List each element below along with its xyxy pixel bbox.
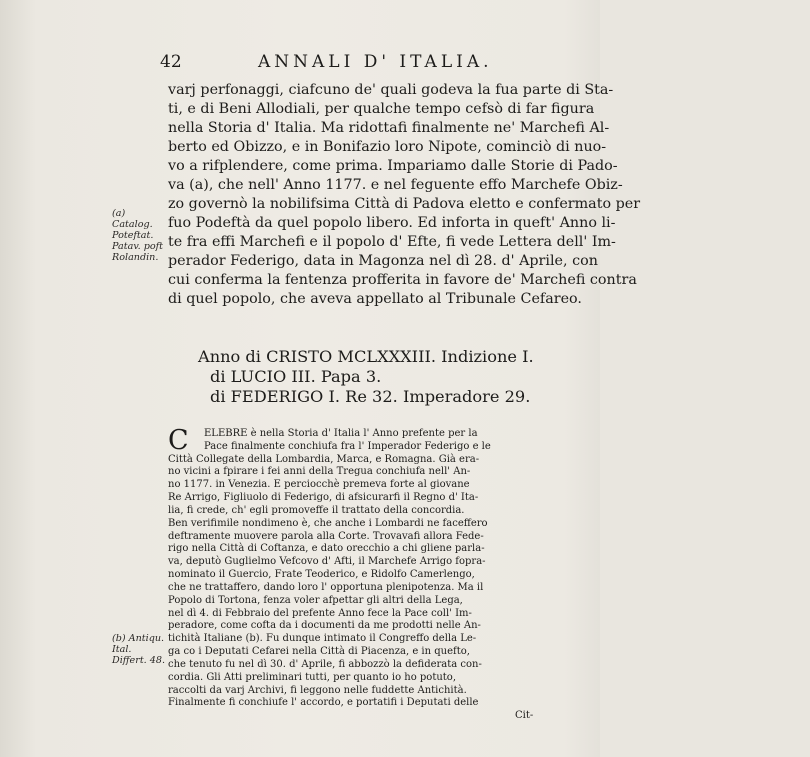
text-line: che ne trattaffero, dando loro l' opportuna plenipotenza. Ma il [168, 581, 484, 593]
text-line: ti, e di Beni Allodiali, per qualche tempo cefsò di far figura [168, 101, 595, 117]
text-line: che tenuto fu nel dì 30. d' Aprile, fi abbozzò la defiderata con- [168, 658, 482, 670]
text-line: nel dì 4. di Febbraio del prefente Anno fece la Pace coll' Im- [168, 607, 472, 619]
text-line: cordia. Gli Atti preliminari tutti, per quanto io ho potuto, [168, 671, 457, 683]
text-line: deftramente muovere parola alla Corte. Trovavafi allora Fede- [168, 530, 484, 542]
text-line: va, deputò Guglielmo Vefcovo d' Afti, il Marchefe Arrigo fopra- [168, 556, 486, 568]
text-line: no 1177. in Venezia. E perciocchè premeva forte al giovane [168, 479, 470, 491]
text-line: nella Storia d' Italia. Ma ridottafi finalmente ne' Marchefi Al- [168, 120, 610, 136]
text-line: zo governò la nobilifsima Città di Padova eletto e confermato per [168, 196, 641, 212]
text-line: Popolo di Tortona, fenza voler afpettar gli altri della Lega, [168, 594, 463, 606]
side-note-b: (b) Antiqu. Ital. Differt. 48. [112, 633, 166, 667]
text-line: rigo nella Città di Coftanza, e dato orecchio a chi gliene parla- [168, 543, 485, 555]
year-heading-line-1: Anno di CRISTO MCLXXXIII. Indizione I. [198, 347, 534, 366]
text-line: fuo Podeftà da quel popolo libero. Ed inforta in queft' Anno li- [168, 215, 616, 231]
text-line: Re Arrigo, Figliuolo di Federigo, di afsicurarfi il Regno d' Ita- [168, 492, 479, 504]
text-line: nominato il Guercio, Frate Teoderico, e Ridolfo Camerlengo, [168, 569, 475, 581]
text-line: raccolti da varj Archivi, fi leggono nelle fuddette Antichità. [168, 684, 467, 696]
year-heading-line-2: di LUCIO III. Papa 3. [210, 367, 382, 386]
text-line: cui conferma la fentenza profferita in favore de' Marchefi contra [168, 272, 637, 288]
running-title: ANNALI D' ITALIA. [258, 52, 493, 72]
text-line: Ben verifimile nondimeno è, che anche i Lombardi ne faceffero [168, 517, 488, 529]
text-line: vo a rifplendere, come prima. Impariamo dalle Storie di Pado- [168, 158, 618, 174]
side-note-a: (a) Catalog. Poteftat. Patav. poft Rolandin. [112, 208, 164, 263]
drop-cap: C [168, 425, 189, 456]
text-line: ga co i Deputati Cefarei nella Città di Piacenza, e in quefto, [168, 646, 470, 658]
text-line: ELEBRE è nella Storia d' Italia l' Anno prefente per la [204, 428, 478, 439]
text-line: di quel popolo, che aveva appellato al Tribunale Cefareo. [168, 291, 582, 307]
catchword: Cit- [515, 710, 534, 722]
text-line: va (a), che nell' Anno 1177. e nel feguente effo Marchefe Obiz- [168, 177, 623, 193]
text-line: perador Federigo, data in Magonza nel dì 28. d' Aprile, con [168, 253, 598, 269]
text-line: no vicini a fpirare i fei anni della Tregua conchiufa nell' An- [168, 466, 471, 478]
text-line: peradore, come cofta da i documenti da me prodotti nelle An- [168, 620, 481, 632]
page-number: 42 [160, 52, 182, 72]
text-line: Pace finalmente conchiufa fra l' Imperador Federigo e le [204, 440, 491, 452]
year-heading-line-3: di FEDERIGO I. Re 32. Imperadore 29. [210, 387, 531, 406]
text-line: varj perfonaggi, ciafcuno de' quali godeva la fua parte di Sta- [168, 82, 614, 98]
text-line: berto ed Obizzo, e in Bonifazio loro Nipote, cominciò di nuo- [168, 139, 607, 155]
text-line: Città Collegate della Lombardia, Marca, e Romagna. Già era- [168, 453, 480, 465]
text-line: Finalmente fi conchiufe l' accordo, e portatifi i Deputati delle [168, 697, 479, 709]
text-line: te fra effi Marchefi e il popolo d' Efte, fi vede Lettera dell' Im- [168, 234, 616, 250]
text-line: tichità Italiane (b). Fu dunque intimato il Congreffo della Le- [168, 633, 477, 645]
text-line: lia, fi crede, ch' egli promoveffe il trattato della concordia. [168, 504, 465, 516]
